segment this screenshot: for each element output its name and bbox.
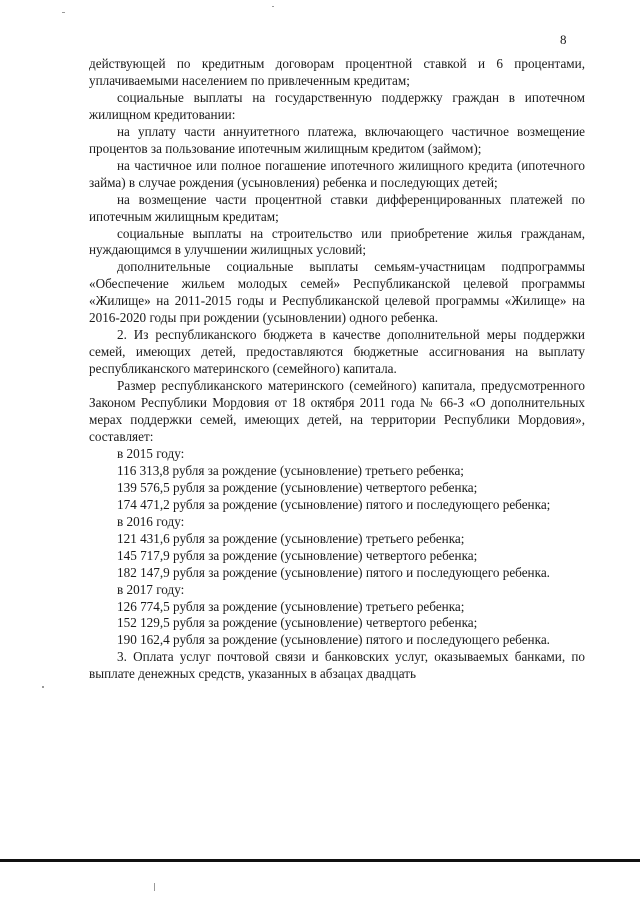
paragraph: действующей по кредитным договорам процентной ставкой и 6 процентами, уплачиваемыми населением по привлеченным кредитам; — [89, 56, 585, 88]
paragraph: на возмещение части процентной ставки дифференцированных платежей по ипотечным жилищным кредитам; — [89, 191, 585, 224]
paragraph: Размер республиканского материнского (семейного) капитала, предусмотренного Законом Республики Мордовия от 18 октября 2011 года № 66-З «О дополнительных мерах поддержки семей, имеющих детей, на территории Республики Мордовия», составляет: — [89, 378, 585, 444]
paragraph: 182 147,9 рубля за рождение (усыновление) пятого и последующего ребенка. — [117, 564, 550, 580]
page-number: 8 — [560, 32, 567, 47]
paragraph: 139 576,5 рубля за рождение (усыновление) четвертого ребенка; — [117, 479, 478, 495]
paragraph: 116 313,8 рубля за рождение (усыновление) третьего ребенка; — [117, 462, 464, 478]
paragraph: социальные выплаты на государственную поддержку граждан в ипотечном жилищном кредитовании: — [89, 89, 585, 122]
scan-speck — [62, 12, 65, 13]
document-body — [89, 56, 585, 683]
paragraph: 145 717,9 рубля за рождение (усыновление) четвертого ребенка; — [117, 547, 478, 563]
paragraph: 3. Оплата услуг почтовой связи и банковских услуг, оказываемых банками, по выплате денежных средств, указанных в абзацах двадцать — [89, 649, 585, 682]
paragraph: 174 471,2 рубля за рождение (усыновление) пятого и последующего ребенка; — [117, 496, 551, 512]
scan-speck — [42, 686, 44, 688]
bottom-rule — [0, 859, 640, 862]
paragraph: в 2017 году: — [117, 581, 185, 597]
paragraph: в 2015 году: — [117, 445, 185, 461]
paragraph: 152 129,5 рубля за рождение (усыновление) четвертого ребенка; — [117, 615, 478, 631]
paragraph: 190 162,4 рубля за рождение (усыновление) пятого и последующего ребенка. — [117, 632, 550, 648]
paragraph: на частичное или полное погашение ипотечного жилищного кредита (ипотечного займа) в случае рождения (усыновления) ребенка и последующих детей; — [89, 157, 585, 190]
paragraph: 126 774,5 рубля за рождение (усыновление) третьего ребенка; — [117, 598, 465, 614]
paragraph: 2. Из республиканского бюджета в качестве дополнительной меры поддержки семей, имеющих детей, предоставляются бюджетные ассигнования на выплату республиканского материнского (семейного) капитала. — [89, 327, 585, 377]
scan-speck — [272, 6, 274, 7]
scan-speck — [154, 883, 155, 891]
paragraph: социальные выплаты на строительство или приобретение жилья гражданам, нуждающимся в улучшении жилищных условий; — [89, 225, 585, 258]
paragraph: дополнительные социальные выплаты семьям-участницам подпрограммы «Обеспечение жильем молодых семей» Республиканской целевой программы «Жилище» на 2011-2015 годы и Республиканской целевой программы «Жилище» на 2016-2020 годы при рождении (усыновлении) одного ребенка. — [89, 259, 585, 326]
paragraph: 121 431,6 рубля за рождение (усыновление) третьего ребенка; — [117, 530, 465, 546]
paragraph: в 2016 году: — [117, 513, 185, 529]
paragraph: на уплату части аннуитетного платежа, включающего частичное возмещение процентов за пользование ипотечным жилищным кредитом (займом); — [89, 123, 585, 156]
